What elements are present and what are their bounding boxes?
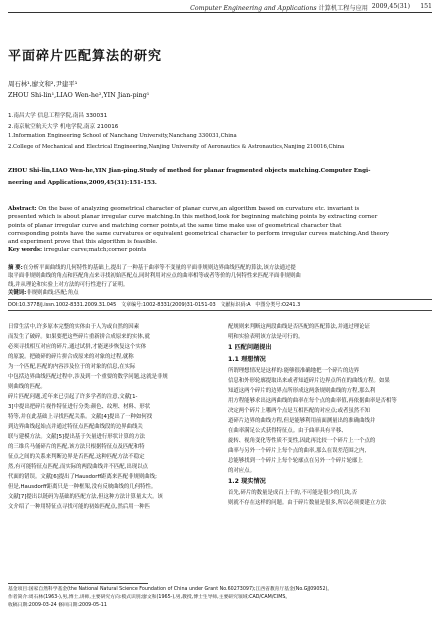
guanjianci-label: 关键词: (8, 289, 27, 296)
body-line: 到边界曲线起始点并通过特征点匹配曲线段的边界曲线关 (8, 424, 143, 430)
zhaiyao-label: 摘 要: (8, 265, 23, 271)
body-right-column (228, 322, 428, 508)
body-left-column (8, 322, 208, 512)
journal-name: Computer Engineering and Applications 计算机工程与应用 (190, 5, 368, 12)
body-line: 配规则来判断这两段曲线是否匹配的匹配算法,并通过理论证 (228, 324, 370, 330)
zhaiyao-line: 摘 要:在分析平面曲线的几何特性的基础上,提出了一种基于曲率等不变量的平面非规则边界曲线匹配的算法,该方法通过提 (8, 265, 296, 271)
clc-number: 中图分类号:O241.3 (255, 302, 301, 308)
body-line: 则就不存在这样的问题。由于碎片数量是很多,所以必须要建立方法 (228, 500, 387, 506)
body-line: 联与建模方法。文献[5]提出基于矢量进行形状计算的方法 (8, 434, 146, 440)
body-line: 而发生了破碎。如果要把这些碎片重新拼合成原来的实体,就 (8, 334, 150, 340)
body-line: 但是,Hausdorff距离只是一种框架,没有反映曲线的几何特性。 (8, 484, 157, 490)
paper-title: 平面碎片匹配算法的研究 (8, 49, 163, 64)
body-line: 日常生活中,许多原本完整的实体由于人为或自然的因素 (8, 324, 140, 330)
body-line: 明和实验表明该方法是可行的。 (228, 334, 304, 340)
article-number: 文章编号:1002-8331(2009)31-0151-03 (121, 302, 216, 308)
footnote-author: 作者简介:周石林(1963-),男,博士,讲师,主要研究方向:模式识别;廖文和(1965-),男,教授,博士生导师,主要研究领域:CAD/CAM/CIMS。 (8, 595, 291, 600)
body-line: 在曲率满足公式获得特征点。由于曲率具有平移、 (228, 428, 347, 434)
body-line: 曲率与另外一个碎片上每个点的曲率,那么在误差范围之内, (228, 448, 367, 454)
abstract-label: Abstract: (8, 206, 37, 212)
body-line: 首先,碎片的数量是成百上千的,不可能是很少的几块,否 (228, 490, 358, 496)
abstract-en (8, 205, 428, 255)
section-heading-1-2: 1.2 现实情况 (228, 478, 266, 485)
section-heading-1: 1 匹配问题提出 (228, 344, 272, 351)
doi-line (8, 301, 300, 308)
body-line: 文介绍了一种用特征点寻找可能的初始匹配点,然后用一种匹 (8, 504, 150, 510)
body-line: 3]中提出把碎片视作特征进行分类:颜色、纹理、材料、形状 (8, 404, 151, 410)
body-line: 特等,并在此基础上寻找匹配关系。文献[4]提出了一种如何找 (8, 414, 153, 420)
document-code: 文献标识码:A (220, 302, 251, 308)
abstract-line: Abstract: On the base of analyzing geometrical character of planar curve,an algorithm based on curvature etc. invariant is (8, 206, 360, 212)
abstract-cn (8, 264, 428, 297)
meta-divider-top (8, 299, 432, 300)
body-line: 然,有可能特征点匹配,而实际的两段曲线并不匹配,出现以点 (8, 464, 148, 470)
body-line: 知道这两个碎片的边界点所形成这两条规则曲线的方程,那么利 (228, 388, 376, 394)
footnote-divider (8, 583, 148, 584)
body-line: 的原貌。把破碎的碎片拼合成原来的对象的过程,就称 (8, 354, 134, 360)
body-line: 必须寻找相互对应的碎片,通过试拼,才能逐步恢复这个实体 (8, 344, 147, 350)
body-line: 道碎片边界的曲线方程,但是能够利用前面测量出的准确曲线并 (228, 418, 376, 424)
body-line: 代面的错误。文献[6]提出了Hausdorff距离来匹配非规则曲线; (8, 474, 157, 480)
affiliation-2-en: 2.College of Mechanical and Electrical Engineering,Nanjing University of Aeronautics & Astronautics,Nanjing 210016,China (8, 144, 345, 150)
body-line: 总能够找到一个碎片上每个轮廓点在另外一个碎片轮廓上 (228, 458, 363, 464)
abstract-line: presented which is about planar irregular curve matching.In this method,look for beginning matching points by extracting corner (8, 214, 378, 221)
footnote-dates: 收稿日期:2009-03-24 修回日期:2009-05-11 (8, 603, 107, 608)
body-line: 碎片匹配问题,近年来已引起了许多学者的注意,文献[1- (8, 394, 138, 400)
affiliation-1-en: 1.Information Engineering School of Nanchang University,Nanchang 330031,China (8, 133, 237, 139)
section-heading-1-1: 1.1 理想情况 (228, 356, 266, 363)
page-number: 151 (420, 3, 432, 10)
body-line: 所谓理想情况是这样的:能够很准确地把一个碎片的边界 (228, 368, 360, 374)
body-line: 信息和外形轮廓提取出来或者知道碎片边界点所在的曲线方程。如果 (228, 378, 390, 384)
body-line: 征点之间的关系来判断边界是否匹配,这种匹配方法不稳定 (8, 454, 145, 460)
footnotes (8, 586, 333, 610)
meta-divider-bottom (8, 310, 432, 311)
header-divider (8, 12, 432, 13)
affiliation-1-cn: 1.南昌大学 信息工程学院,南昌 330031 (8, 113, 108, 119)
body-line: 用方程能够求出这两曲线的曲率在每个点的曲率值,再依据曲率是否相等 (228, 398, 397, 404)
authors-cn: 周石林¹,廖文和²,尹建平¹ (8, 80, 78, 88)
zhaiyao-line: 取平面非规则曲线的角点和匹配角点来寻找初始匹配点,同时利用对应点的曲率相等或者等价的几何特性来匹配平面非规则曲 (8, 273, 301, 280)
keywords-cn: 关键词:非规则曲线;匹配;角点 (8, 289, 79, 296)
body-line: 为一个匹配,匹配的内容涉及位于的对象的信息,在实际 (8, 364, 136, 370)
keywords-en: Key words: irregular curve;match;corner points (8, 247, 147, 254)
affiliation-2-cn: 2.南京航空航天大学 机电学院,南京 210016 (8, 124, 119, 130)
authors-en: ZHOU Shi-lin¹,LIAO Wen-he²,YIN Jian-ping¹ (8, 91, 150, 99)
keywords-label: Key words: (8, 247, 43, 254)
body-line: 的对应点。 (228, 468, 255, 474)
abstract-line: corresponding points have the same curvatures or equivalent geometrical character to perform irregular curves matching.And theory (8, 230, 390, 237)
body-line: 决定两个碎片上哪两个点是互相匹配的对应点;或者虽然不知 (228, 408, 370, 414)
issue-info: 2009,45(31) (371, 3, 410, 10)
body-line: 文献[7]提出以链码为基础的匹配方法,但这种方法计算量太大。该 (8, 494, 163, 500)
citation-line-2: neering and Applications,2009,45(31):151-153. (8, 180, 157, 186)
abstract-line: points of planar irregular curve and matching corner points,at the same time make use of geometrical character that (8, 222, 342, 229)
abstract-line: and experiment prove that this algorithm is feasible. (8, 239, 158, 246)
body-line: 旋转、视角变化等性质不变性,因此再比较一个碎片上一个点的 (228, 438, 376, 444)
footnote-funding: 基金项目:国家自然科学基金(the National Natural Science Foundation of China under Grant No.60273097);江西省教育厅基金(No.GJJ09052)。 (8, 587, 333, 592)
zhaiyao-line: 线,并从理论和实验上对方法的可行性进行了证明。 (8, 281, 129, 288)
body-line: 中包括边界曲线匹配过程中,涉及到一个重要的数学问题,这就是非规 (8, 374, 168, 380)
body-line: 则曲线的匹配。 (8, 384, 46, 390)
doi: DOI:10.3778/j.issn.1002-8331.2009.31.045 (8, 302, 117, 308)
citation-line-1: ZHOU Shi-lin,LIAO Wen-he,YIN Jian-ping.Study of method for planar fragmented objects matching.Computer Engi- (8, 168, 371, 174)
body-line: 的三维兵马俑碎片的匹配,该方法只根据特征点及匹配和特 (8, 444, 145, 450)
